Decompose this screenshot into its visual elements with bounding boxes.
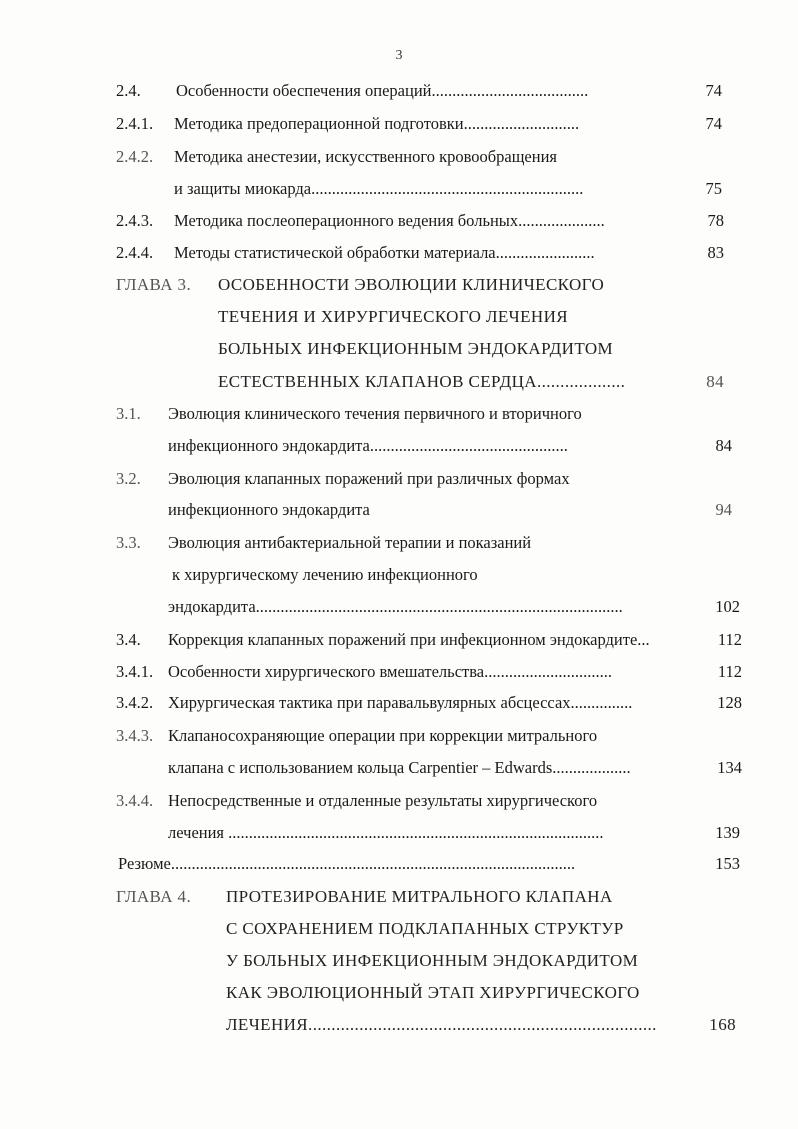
toc-title: Методика предоперационной подготовки............................ [174, 114, 580, 133]
toc-title: эндокардита......................................................................................... [168, 597, 623, 616]
toc-number: 2.4.2. [116, 147, 154, 166]
toc-entry [0, 208, 798, 234]
toc-page: 84 [715, 436, 732, 455]
toc-title: и защиты миокарда.................................................................. [174, 179, 584, 198]
toc-entry [0, 723, 798, 749]
toc-number: 3.4.4. [116, 791, 154, 810]
chapter-heading-continuation [0, 336, 798, 362]
toc-number: 3.4.1. [116, 662, 154, 681]
toc-entry [0, 690, 798, 716]
chapter-heading-continuation [0, 980, 798, 1006]
chapter-heading-continuation [0, 369, 798, 395]
toc-entry [0, 466, 798, 492]
toc-title: инфекционного эндокардита [168, 500, 370, 519]
toc-title: Эволюция клинического течения первичного и вторичного [168, 404, 582, 423]
toc-page: 78 [707, 211, 724, 230]
chapter-heading-continuation [0, 916, 798, 942]
toc-entry-continuation [0, 820, 798, 846]
toc-title: Эволюция антибактериальной терапии и показаний [168, 533, 532, 552]
toc-title: Клапаносохраняющие операции при коррекции митрального [168, 726, 598, 745]
toc-entry-continuation [0, 755, 798, 781]
toc-title: Методы статистической обработки материала........................ [174, 243, 595, 262]
chapter-title: ОСОБЕННОСТИ ЭВОЛЮЦИИ КЛИНИЧЕСКОГО [218, 275, 605, 294]
toc-number: 2.4.4. [116, 243, 154, 262]
toc-number: 3.4.3. [116, 726, 154, 745]
toc-page: 94 [715, 500, 732, 519]
toc-page: 75 [705, 179, 722, 198]
toc-title: Коррекция клапанных поражений при инфекционном эндокардите... [168, 630, 650, 649]
toc-page: 112 [717, 662, 742, 681]
toc-entry-continuation [0, 594, 798, 620]
chapter-title: У БОЛЬНЫХ ИНФЕКЦИОННЫМ ЭНДОКАРДИТОМ [226, 951, 639, 970]
toc-title: Хирургическая тактика при паравальвулярных абсцессах............... [168, 693, 633, 712]
toc-title: Непосредственные и отдаленные результаты хирургического [168, 791, 598, 810]
chapter-heading [0, 884, 798, 910]
chapter-heading [0, 272, 798, 298]
toc-number: 2.4. [116, 81, 141, 100]
toc-entry [0, 401, 798, 427]
toc-title: Методика послеоперационного ведения больных..................... [174, 211, 605, 230]
toc-entry [0, 788, 798, 814]
chapter-title: ЛЕЧЕНИЯ........................................................................... [226, 1015, 657, 1034]
toc-number: 3.2. [116, 469, 141, 488]
toc-number: 3.1. [116, 404, 141, 423]
toc-entry [0, 659, 798, 685]
toc-title: лечения ........................................................................................... [168, 823, 604, 842]
toc-entry-continuation [0, 433, 798, 459]
toc-page: 134 [717, 758, 742, 777]
toc-entry-continuation [0, 176, 798, 202]
toc-page: 153 [715, 854, 740, 873]
toc-page: 128 [717, 693, 742, 712]
toc-page: 168 [709, 1015, 736, 1034]
chapter-title: КАК ЭВОЛЮЦИОННЫЙ ЭТАП ХИРУРГИЧЕСКОГО [226, 983, 640, 1002]
toc-page: 139 [715, 823, 740, 842]
toc-page: 112 [717, 630, 742, 649]
toc-title: Эволюция клапанных поражений при различных формах [168, 469, 570, 488]
toc-entry [0, 240, 798, 266]
toc-entry [0, 111, 798, 137]
chapter-title: БОЛЬНЫХ ИНФЕКЦИОННЫМ ЭНДОКАРДИТОМ [218, 339, 614, 358]
toc-number: 3.4.2. [116, 693, 154, 712]
toc-number: 2.4.3. [116, 211, 154, 230]
toc-number: 2.4.1. [116, 114, 154, 133]
toc-entry-continuation [0, 562, 798, 588]
chapter-title: ПРОТЕЗИРОВАНИЕ МИТРАЛЬНОГО КЛАПАНА [226, 887, 613, 906]
chapter-heading-continuation [0, 1012, 798, 1038]
chapter-heading-continuation [0, 304, 798, 330]
toc-entry [0, 627, 798, 653]
chapter-title: С СОХРАНЕНИЕМ ПОДКЛАПАННЫХ СТРУКТУР [226, 919, 624, 938]
toc-page: 102 [715, 597, 740, 616]
toc-title: к хирургическому лечению инфекционного [172, 565, 478, 584]
toc-page: 74 [705, 114, 722, 133]
toc-number: 3.4. [116, 630, 141, 649]
toc-title: Особенности хирургического вмешательства............................... [168, 662, 613, 681]
toc-page: 84 [706, 372, 724, 391]
toc-entry [0, 78, 798, 104]
toc-title: Методика анестезии, искусственного кровообращения [174, 147, 558, 166]
toc-title: инфекционного эндокардита................................................ [168, 436, 568, 455]
chapter-number: ГЛАВА 4. [116, 887, 192, 906]
toc-entry [0, 851, 798, 877]
toc-page: 83 [707, 243, 724, 262]
page-number: 3 [395, 48, 403, 63]
toc-entry [0, 144, 798, 170]
chapter-title: ТЕЧЕНИЯ И ХИРУРГИЧЕСКОГО ЛЕЧЕНИЯ [218, 307, 568, 326]
toc-title: Особенности обеспечения операций...................................... [176, 81, 589, 100]
toc-title: Резюме.................................................................................................. [118, 854, 576, 873]
toc-entry [0, 530, 798, 556]
toc-number: 3.3. [116, 533, 141, 552]
toc-page: 74 [705, 81, 722, 100]
chapter-title: ЕСТЕСТВЕННЫХ КЛАПАНОВ СЕРДЦА................... [218, 372, 626, 391]
toc-entry-continuation [0, 497, 798, 523]
toc-title: клапана с использованием кольца Carpentier – Edwards................... [168, 758, 631, 777]
chapter-number: ГЛАВА 3. [116, 275, 192, 294]
chapter-heading-continuation [0, 948, 798, 974]
